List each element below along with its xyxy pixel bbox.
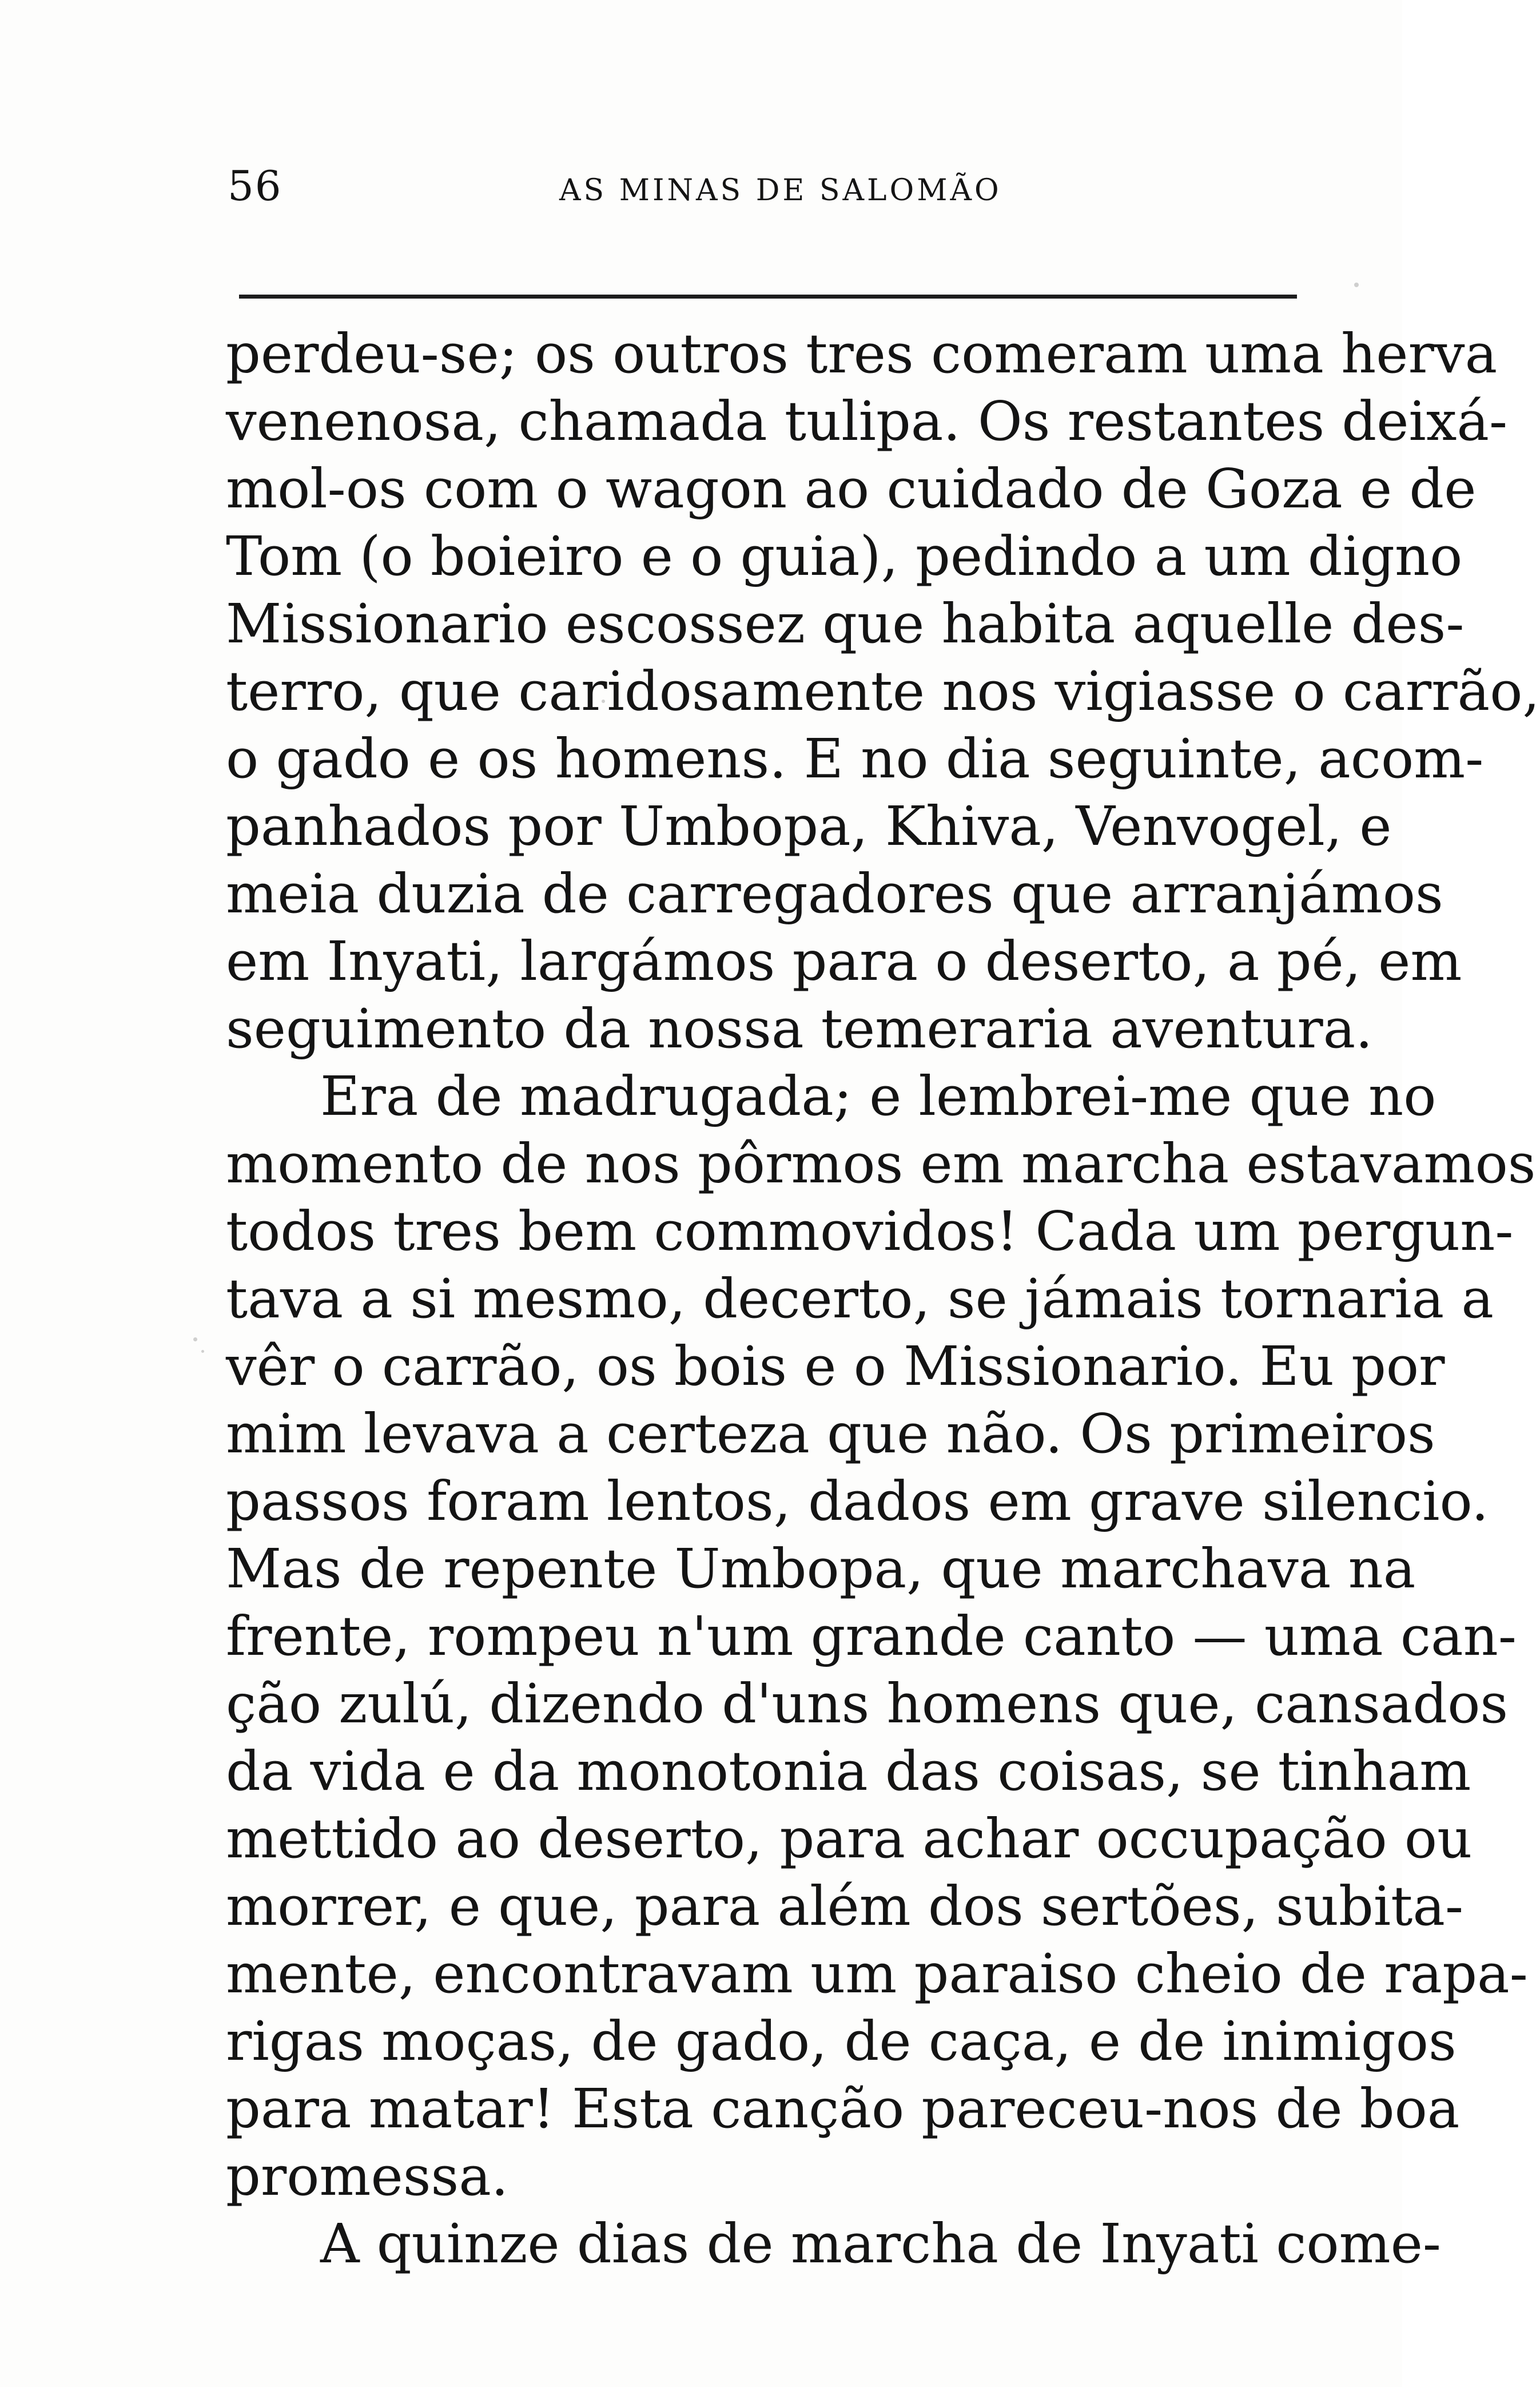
paper-speck xyxy=(1354,283,1359,287)
running-title: AS MINAS DE SALOMÃO xyxy=(559,173,1002,208)
text-line: Tom (o boieiro e o guia), pedindo a um digno xyxy=(226,525,1463,588)
text-line: ção zulú, dizendo d'uns homens que, cansados xyxy=(226,1673,1509,1735)
text-line: perdeu-se; os outros tres comeram uma herva xyxy=(226,323,1498,386)
text-line: da vida e da monotonia das coisas, se tinham xyxy=(226,1740,1471,1803)
text-line: promessa. xyxy=(226,2145,509,2208)
text-line: tava a si mesmo, decerto, se jámais tornaria a xyxy=(226,1268,1494,1330)
text-line: A quinze dias de marcha de Inyati come- xyxy=(320,2213,1442,2275)
text-line: em Inyati, largámos para o deserto, a pé, em xyxy=(226,930,1462,993)
body-text xyxy=(226,320,1540,2278)
text-line: passos foram lentos, dados em grave silencio. xyxy=(226,1470,1489,1533)
text-line: mol-os com o wagon ao cuidado de Goza e de xyxy=(226,458,1477,521)
page-number: 56 xyxy=(228,162,282,210)
text-line: seguimento da nossa temeraria aventura. xyxy=(226,998,1373,1061)
text-line: momento de nos pôrmos em marcha estavamos xyxy=(226,1133,1536,1196)
text-line: venenosa, chamada tulipa. Os restantes deixá- xyxy=(226,390,1508,453)
text-line: meia duzia de carregadores que arranjámos xyxy=(226,863,1443,926)
text-line: mim levava a certeza que não. Os primeiros xyxy=(226,1403,1435,1465)
paper-speck xyxy=(193,1337,197,1341)
text-line: terro, que caridosamente nos vigiasse o carrão, xyxy=(226,660,1540,723)
header-rule xyxy=(239,295,1297,299)
text-line: mente, encontravam um paraiso cheio de rapa- xyxy=(226,1943,1528,2005)
text-line: frente, rompeu n'um grande canto — uma can- xyxy=(226,1605,1517,1668)
text-line: para matar! Esta canção pareceu-nos de boa xyxy=(226,2078,1460,2140)
text-line: mettido ao deserto, para achar occupação ou xyxy=(226,1808,1473,1870)
text-line: panhados por Umbopa, Khiva, Venvogel, e xyxy=(226,795,1392,858)
text-line: Mas de repente Umbopa, que marchava na xyxy=(226,1538,1416,1600)
text-line: vêr o carrão, os bois e o Missionario. Eu por xyxy=(226,1335,1445,1398)
running-head xyxy=(228,154,1300,217)
text-line: o gado e os homens. E no dia seguinte, acom- xyxy=(226,728,1484,791)
paper-speck xyxy=(201,1350,204,1353)
text-line: morrer, e que, para além dos sertões, subita- xyxy=(226,1875,1464,1938)
text-line: rigas moças, de gado, de caça, e de inimigos xyxy=(226,2010,1457,2073)
text-line: todos tres bem commovidos! Cada um pergun- xyxy=(226,1200,1514,1263)
paper-speck xyxy=(602,700,605,703)
text-line: Era de madrugada; e lembrei-me que no xyxy=(320,1065,1436,1128)
text-line: Missionario escossez que habita aquelle des- xyxy=(226,593,1465,656)
